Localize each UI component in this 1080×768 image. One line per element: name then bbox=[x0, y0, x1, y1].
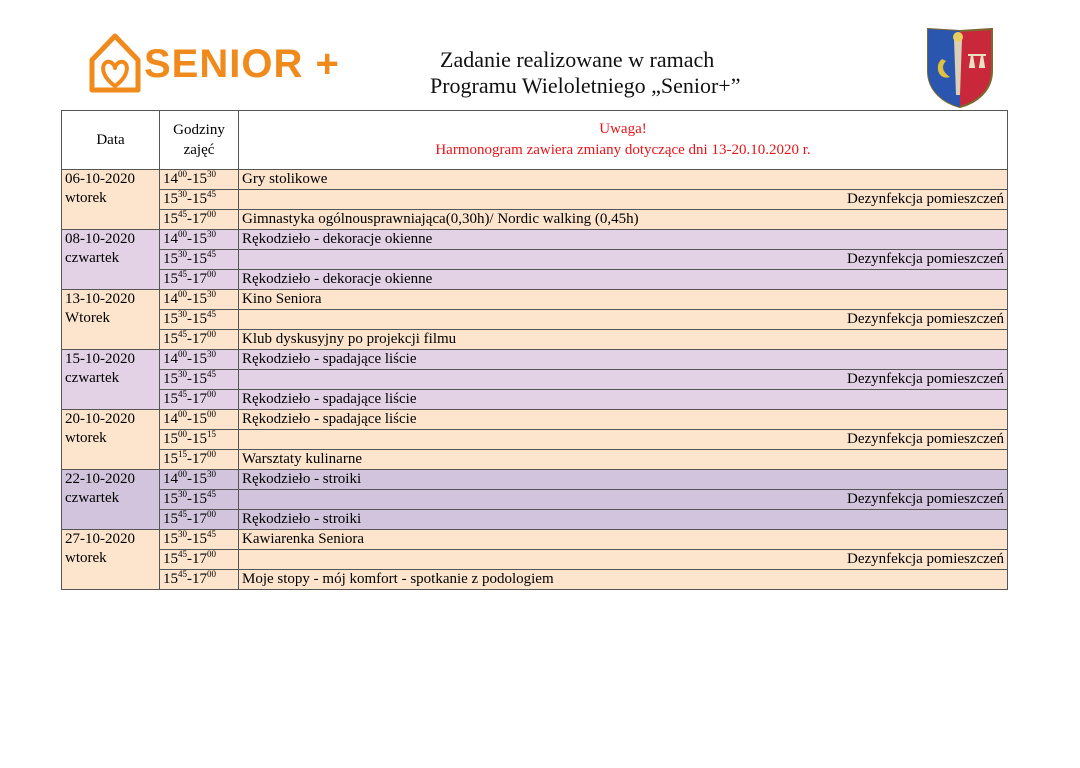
date-value: 13-10-2020 bbox=[65, 291, 135, 307]
date-cell bbox=[62, 530, 160, 590]
date-cell bbox=[62, 470, 160, 530]
notice-text: Harmonogram zawiera zmiany dotyczące dni 13-20.10.2020 r. bbox=[435, 142, 811, 158]
end-hour: 17 bbox=[192, 331, 207, 347]
date-value: 06-10-2020 bbox=[65, 171, 135, 187]
start-hour: 15 bbox=[163, 511, 178, 527]
end-hour: 17 bbox=[192, 271, 207, 287]
schedule-row bbox=[62, 410, 1008, 430]
activity-cell: Moje stopy - mój komfort - spotkanie z podologiem bbox=[239, 570, 1008, 590]
date-cell bbox=[62, 170, 160, 230]
schedule-row bbox=[62, 530, 1008, 550]
day-name: czwartek bbox=[65, 490, 120, 506]
schedule-row bbox=[62, 170, 1008, 190]
end-hour: 15 bbox=[192, 291, 207, 307]
start-hour: 14 bbox=[163, 471, 178, 487]
start-minute: 00 bbox=[178, 429, 187, 439]
hours-cell: $15^{45}-17^{00}$ bbox=[160, 550, 239, 570]
header-hours bbox=[160, 111, 239, 170]
start-hour: 15 bbox=[163, 571, 178, 587]
hours-cell: $15^{30}-15^{45}$ bbox=[160, 370, 239, 390]
start-minute: 15 bbox=[178, 449, 187, 459]
end-hour: 17 bbox=[192, 571, 207, 587]
notice-title: Uwaga! bbox=[599, 121, 647, 137]
end-minute: 45 bbox=[207, 309, 216, 319]
start-hour: 15 bbox=[163, 191, 178, 207]
schedule-row bbox=[62, 250, 1008, 270]
date-cell bbox=[62, 350, 160, 410]
end-minute: 15 bbox=[207, 429, 216, 439]
hours-cell: $15^{45}-17^{00}$ bbox=[160, 570, 239, 590]
schedule-row bbox=[62, 190, 1008, 210]
start-hour: 15 bbox=[163, 311, 178, 327]
end-hour: 15 bbox=[192, 231, 207, 247]
schedule-row bbox=[62, 230, 1008, 250]
notice-header bbox=[239, 111, 1008, 170]
start-hour: 14 bbox=[163, 171, 178, 187]
schedule-row bbox=[62, 450, 1008, 470]
hours-cell: $15^{45}-17^{00}$ bbox=[160, 330, 239, 350]
schedule-row bbox=[62, 370, 1008, 390]
hours-cell: $15^{45}-17^{00}$ bbox=[160, 510, 239, 530]
start-minute: 45 bbox=[178, 389, 187, 399]
end-hour: 17 bbox=[192, 511, 207, 527]
start-hour: 15 bbox=[163, 251, 178, 267]
activity-cell: Dezynfekcja pomieszczeń bbox=[239, 490, 1008, 510]
schedule-row bbox=[62, 550, 1008, 570]
hours-cell: $14^{00}-15^{30}$ bbox=[160, 170, 239, 190]
activity-cell: Rękodzieło - stroiki bbox=[239, 510, 1008, 530]
hours-cell: $14^{00}-15^{30}$ bbox=[160, 470, 239, 490]
start-minute: 30 bbox=[178, 369, 187, 379]
day-name: wtorek bbox=[65, 550, 107, 566]
day-name: wtorek bbox=[65, 190, 107, 206]
schedule-row bbox=[62, 270, 1008, 290]
hours-cell: $14^{00}-15^{00}$ bbox=[160, 410, 239, 430]
end-minute: 00 bbox=[207, 549, 216, 559]
start-hour: 14 bbox=[163, 291, 178, 307]
end-hour: 15 bbox=[192, 191, 207, 207]
end-hour: 15 bbox=[192, 491, 207, 507]
header-hours-line1: Godziny bbox=[173, 122, 225, 138]
activity-cell: Rękodzieło - spadające liście bbox=[239, 410, 1008, 430]
start-minute: 30 bbox=[178, 249, 187, 259]
start-hour: 15 bbox=[163, 391, 178, 407]
hours-cell: $14^{00}-15^{30}$ bbox=[160, 350, 239, 370]
start-hour: 15 bbox=[163, 211, 178, 227]
activity-cell: Dezynfekcja pomieszczeń bbox=[239, 370, 1008, 390]
day-name: czwartek bbox=[65, 370, 120, 386]
day-name: czwartek bbox=[65, 250, 120, 266]
start-hour: 14 bbox=[163, 351, 178, 367]
activity-cell: Rękodzieło - stroiki bbox=[239, 470, 1008, 490]
schedule-row bbox=[62, 490, 1008, 510]
activity-cell: Warsztaty kulinarne bbox=[239, 450, 1008, 470]
page-heading bbox=[430, 47, 830, 99]
end-hour: 15 bbox=[192, 431, 207, 447]
activity-cell: Rękodzieło - spadające liście bbox=[239, 350, 1008, 370]
activity-cell: Klub dyskusyjny po projekcji filmu bbox=[239, 330, 1008, 350]
schedule-row bbox=[62, 390, 1008, 410]
activity-cell: Rękodzieło - dekoracje okienne bbox=[239, 270, 1008, 290]
start-minute: 45 bbox=[178, 269, 187, 279]
activity-cell: Dezynfekcja pomieszczeń bbox=[239, 430, 1008, 450]
end-hour: 15 bbox=[192, 351, 207, 367]
date-value: 22-10-2020 bbox=[65, 471, 135, 487]
end-hour: 15 bbox=[192, 171, 207, 187]
heading-line-1: Zadanie realizowane w ramach bbox=[440, 47, 715, 72]
senior-plus-logo bbox=[86, 30, 340, 100]
activity-cell: Rękodzieło - spadające liście bbox=[239, 390, 1008, 410]
hours-cell: $15^{00}-15^{15}$ bbox=[160, 430, 239, 450]
end-minute: 30 bbox=[207, 469, 216, 479]
logo-text: SENIOR + bbox=[144, 42, 340, 86]
schedule-row bbox=[62, 290, 1008, 310]
hours-cell: $15^{30}-15^{45}$ bbox=[160, 190, 239, 210]
start-minute: 45 bbox=[178, 209, 187, 219]
start-hour: 15 bbox=[163, 431, 178, 447]
date-cell bbox=[62, 230, 160, 290]
start-minute: 00 bbox=[178, 289, 187, 299]
start-hour: 15 bbox=[163, 531, 178, 547]
end-hour: 15 bbox=[192, 411, 207, 427]
activity-cell: Gimnastyka ogólnousprawniająca(0,30h)/ Nordic walking (0,45h) bbox=[239, 210, 1008, 230]
end-minute: 45 bbox=[207, 249, 216, 259]
hours-cell: $14^{00}-15^{30}$ bbox=[160, 230, 239, 250]
schedule-row bbox=[62, 210, 1008, 230]
start-minute: 00 bbox=[178, 229, 187, 239]
end-hour: 15 bbox=[192, 531, 207, 547]
hours-cell: $15^{15}-17^{00}$ bbox=[160, 450, 239, 470]
start-hour: 15 bbox=[163, 331, 178, 347]
start-hour: 15 bbox=[163, 371, 178, 387]
activity-cell: Dezynfekcja pomieszczeń bbox=[239, 310, 1008, 330]
schedule-row bbox=[62, 330, 1008, 350]
end-minute: 00 bbox=[207, 389, 216, 399]
start-minute: 30 bbox=[178, 529, 187, 539]
end-hour: 15 bbox=[192, 251, 207, 267]
end-hour: 15 bbox=[192, 311, 207, 327]
activity-cell: Rękodzieło - dekoracje okienne bbox=[239, 230, 1008, 250]
end-minute: 00 bbox=[207, 449, 216, 459]
start-minute: 30 bbox=[178, 309, 187, 319]
heading-line-2: Programu Wieloletniego „Senior+” bbox=[430, 73, 741, 98]
end-hour: 17 bbox=[192, 551, 207, 567]
start-minute: 00 bbox=[178, 469, 187, 479]
end-minute: 30 bbox=[207, 289, 216, 299]
start-minute: 45 bbox=[178, 549, 187, 559]
end-hour: 17 bbox=[192, 211, 207, 227]
end-minute: 30 bbox=[207, 349, 216, 359]
hours-cell: $15^{45}-17^{00}$ bbox=[160, 210, 239, 230]
date-value: 20-10-2020 bbox=[65, 411, 135, 427]
end-minute: 45 bbox=[207, 189, 216, 199]
header-hours-line2: zajęć bbox=[183, 142, 215, 158]
end-minute: 00 bbox=[207, 329, 216, 339]
date-cell bbox=[62, 290, 160, 350]
schedule-row bbox=[62, 510, 1008, 530]
start-minute: 00 bbox=[178, 349, 187, 359]
start-minute: 45 bbox=[178, 509, 187, 519]
hours-cell: $15^{45}-17^{00}$ bbox=[160, 390, 239, 410]
house-heart-icon bbox=[86, 30, 144, 96]
activity-cell: Dezynfekcja pomieszczeń bbox=[239, 550, 1008, 570]
hours-cell: $15^{45}-17^{00}$ bbox=[160, 270, 239, 290]
end-hour: 17 bbox=[192, 451, 207, 467]
schedule-row bbox=[62, 430, 1008, 450]
hours-cell: $15^{30}-15^{45}$ bbox=[160, 310, 239, 330]
schedule-body bbox=[62, 170, 1008, 590]
start-minute: 45 bbox=[178, 329, 187, 339]
start-hour: 15 bbox=[163, 551, 178, 567]
activity-cell: Dezynfekcja pomieszczeń bbox=[239, 250, 1008, 270]
end-hour: 17 bbox=[192, 391, 207, 407]
activity-cell: Gry stolikowe bbox=[239, 170, 1008, 190]
end-hour: 15 bbox=[192, 371, 207, 387]
activity-cell: Dezynfekcja pomieszczeń bbox=[239, 190, 1008, 210]
end-minute: 45 bbox=[207, 529, 216, 539]
schedule-row bbox=[62, 310, 1008, 330]
hours-cell: $15^{30}-15^{45}$ bbox=[160, 530, 239, 550]
start-hour: 15 bbox=[163, 271, 178, 287]
end-hour: 15 bbox=[192, 471, 207, 487]
end-minute: 00 bbox=[207, 509, 216, 519]
header-date: Data bbox=[62, 111, 160, 170]
activity-cell: Kawiarenka Seniora bbox=[239, 530, 1008, 550]
end-minute: 00 bbox=[207, 209, 216, 219]
start-hour: 15 bbox=[163, 491, 178, 507]
schedule-row bbox=[62, 350, 1008, 370]
end-minute: 45 bbox=[207, 369, 216, 379]
date-value: 15-10-2020 bbox=[65, 351, 135, 367]
date-cell bbox=[62, 410, 160, 470]
start-minute: 00 bbox=[178, 169, 187, 179]
day-name: Wtorek bbox=[65, 310, 110, 326]
schedule-row bbox=[62, 570, 1008, 590]
end-minute: 30 bbox=[207, 229, 216, 239]
end-minute: 30 bbox=[207, 169, 216, 179]
date-value: 27-10-2020 bbox=[65, 531, 135, 547]
hours-cell: $14^{00}-15^{30}$ bbox=[160, 290, 239, 310]
start-hour: 14 bbox=[163, 231, 178, 247]
end-minute: 00 bbox=[207, 409, 216, 419]
end-minute: 00 bbox=[207, 569, 216, 579]
schedule-row bbox=[62, 470, 1008, 490]
start-hour: 14 bbox=[163, 411, 178, 427]
end-minute: 00 bbox=[207, 269, 216, 279]
schedule-table bbox=[61, 110, 1008, 590]
date-value: 08-10-2020 bbox=[65, 231, 135, 247]
start-minute: 45 bbox=[178, 569, 187, 579]
hours-cell: $15^{30}-15^{45}$ bbox=[160, 490, 239, 510]
start-hour: 15 bbox=[163, 451, 178, 467]
end-minute: 45 bbox=[207, 489, 216, 499]
start-minute: 30 bbox=[178, 489, 187, 499]
hours-cell: $15^{30}-15^{45}$ bbox=[160, 250, 239, 270]
start-minute: 00 bbox=[178, 409, 187, 419]
coat-of-arms-icon bbox=[924, 25, 996, 109]
activity-cell: Kino Seniora bbox=[239, 290, 1008, 310]
start-minute: 30 bbox=[178, 189, 187, 199]
day-name: wtorek bbox=[65, 430, 107, 446]
